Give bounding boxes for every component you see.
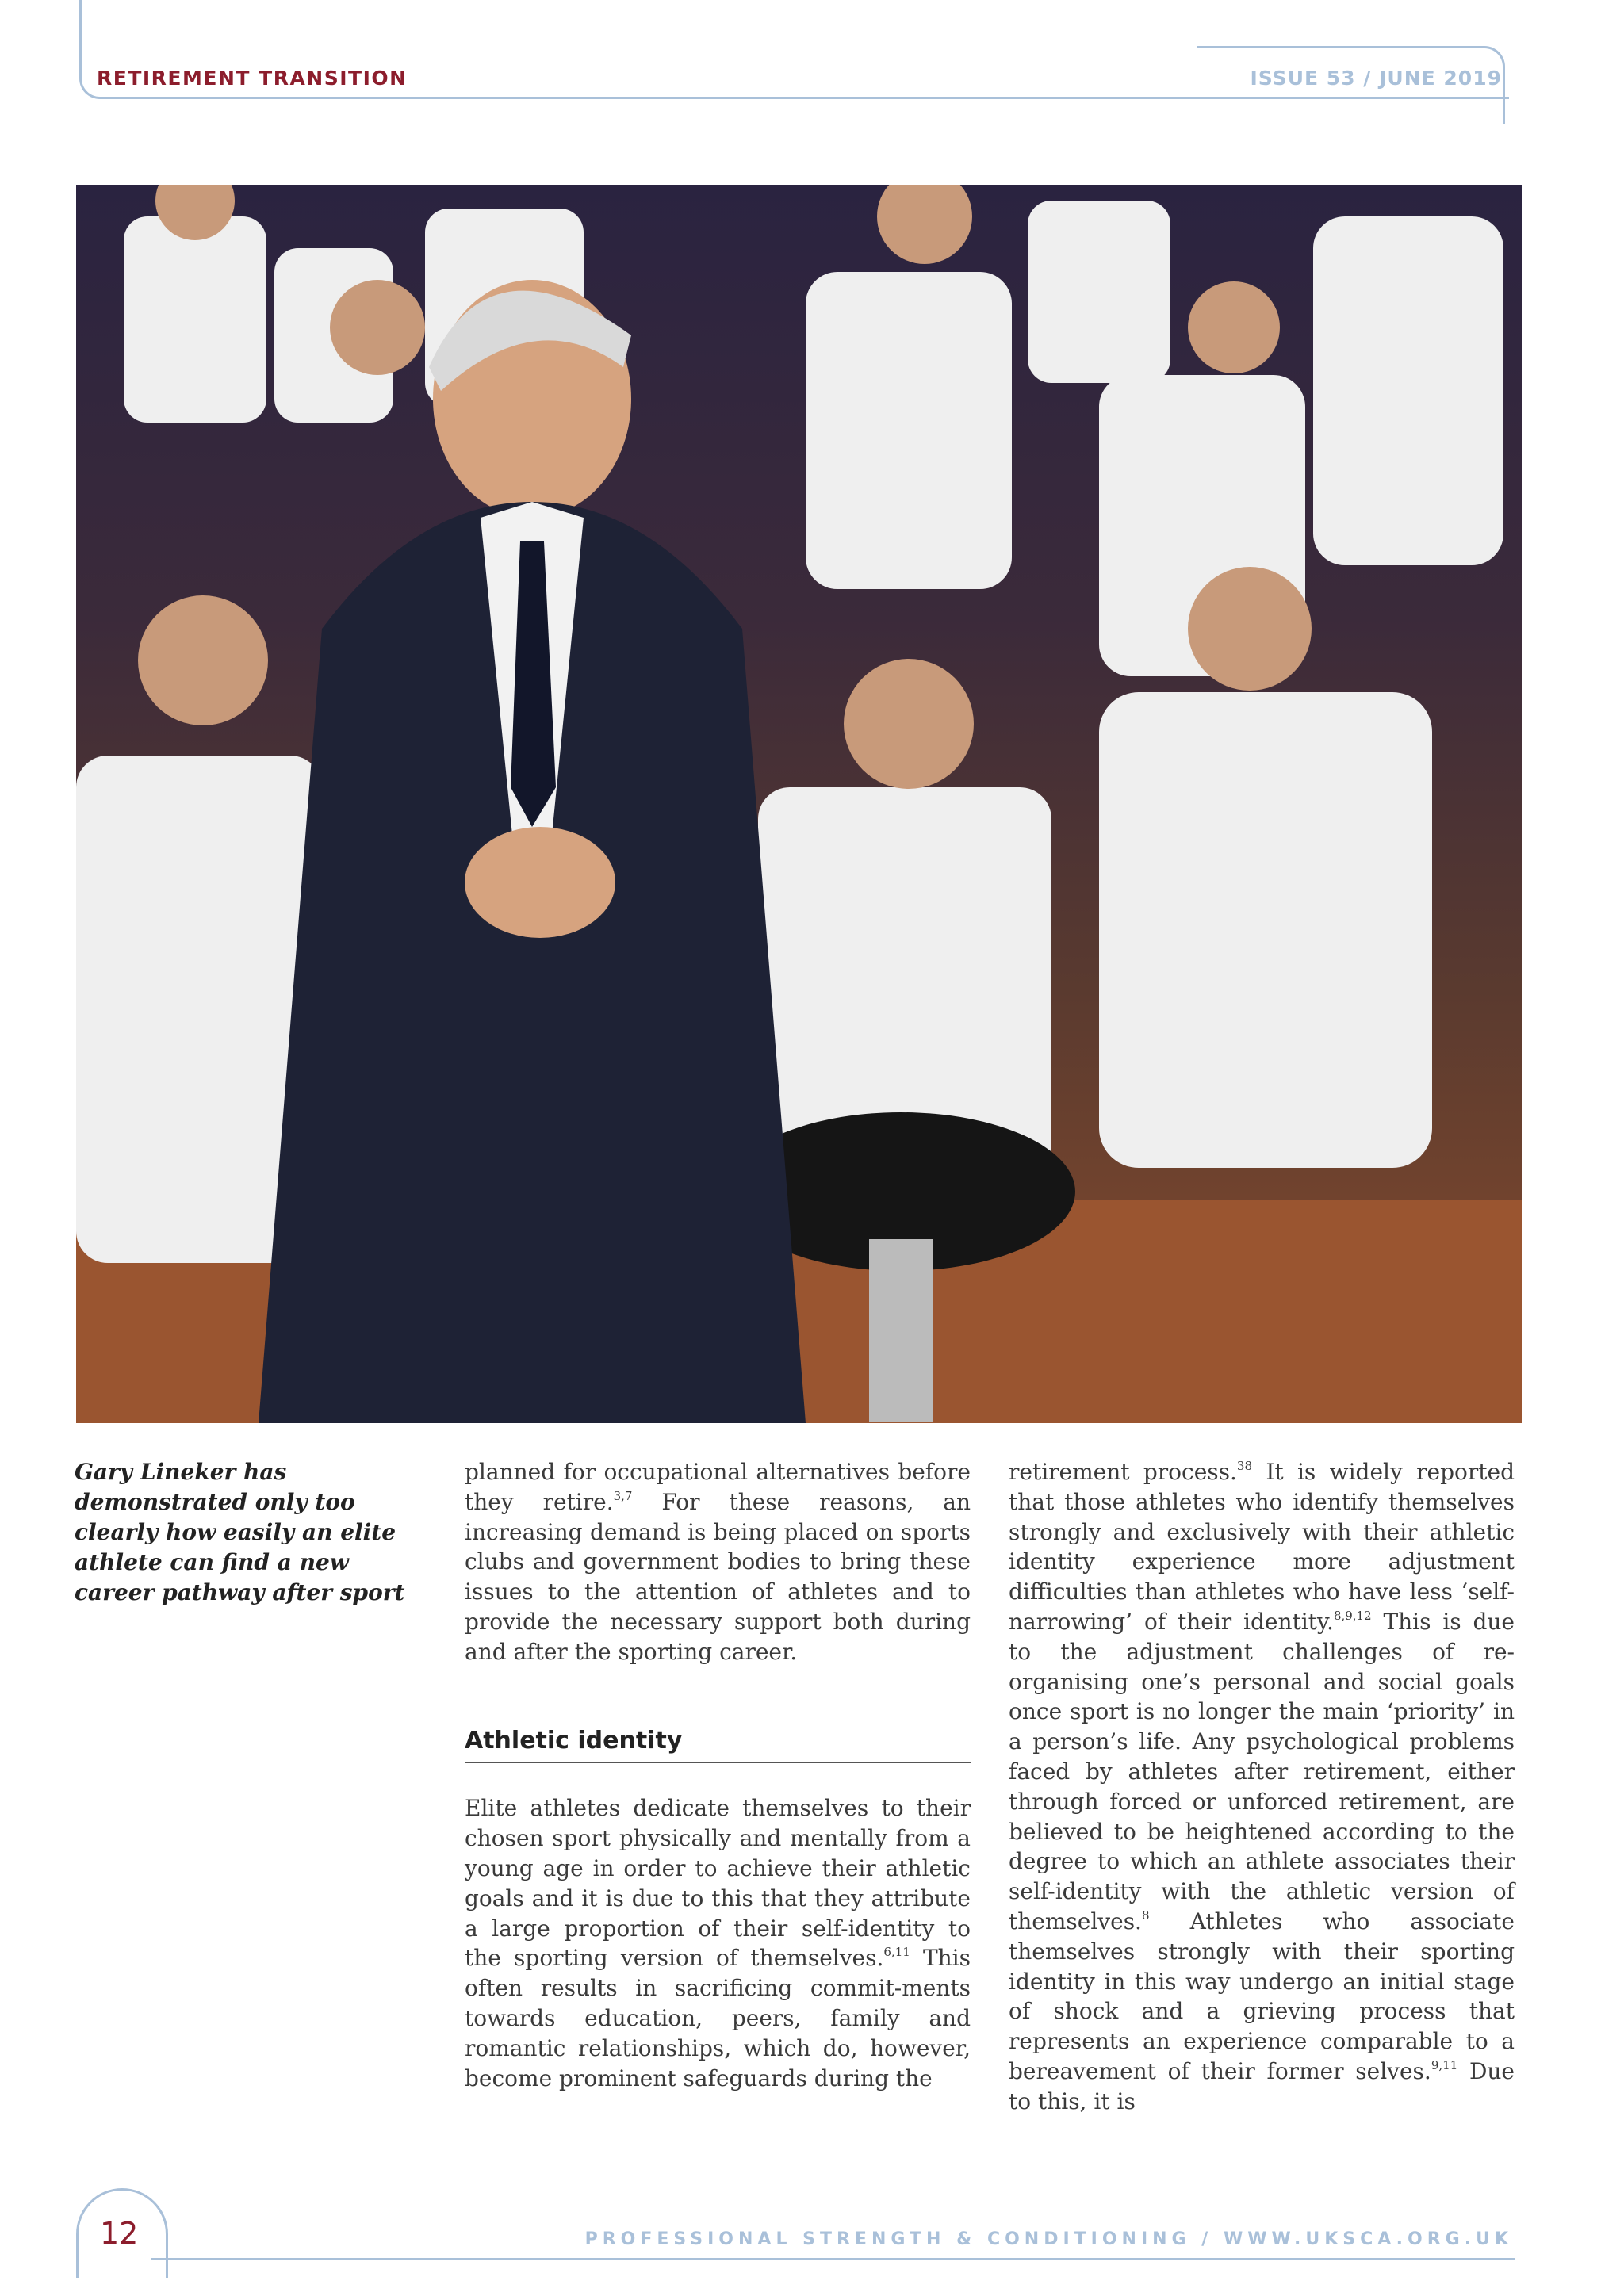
- footer-rule: [151, 2258, 1515, 2260]
- photo-illustration: [76, 185, 1522, 1423]
- footer-publication: PROFESSIONAL STRENGTH & CONDITIONING / WWW.UKSCA.ORG.UK: [584, 2229, 1513, 2249]
- issue-label: ISSUE 53 / JUNE 2019: [1250, 67, 1502, 90]
- body-column-2: [1009, 1457, 1515, 2117]
- subheading-athletic-identity: Athletic identity: [465, 1726, 971, 1764]
- paragraph: Elite athletes dedicate themselves to their chosen sport physically and mentally from a young age in order to achieve their athletic goals and it is due to this that they attribute a large proportion of their self-identity to the sporting version of themselves.$^{6,11}$ This often results in sacrificing commit-ments towards education, peers, family and romantic relationships, which do, however, become prominent safeguards during the: [465, 1795, 971, 2091]
- paragraph: planned for occupational alternatives before they retire.$^{3,7}$ For these reasons, an increasing demand is being placed on sports clubs and government bodies to bring these issues to the attention of athletes and to provide the necessary support both during and after the sporting career.: [465, 1459, 971, 1665]
- photo-caption: Gary Lineker has demonstrated only too clearly how easily an elite athlete can find a new career pathway after sport: [75, 1459, 405, 1605]
- article-photo: [76, 185, 1522, 1423]
- body-column-1: [465, 1457, 971, 2093]
- section-label: RETIREMENT TRANSITION: [97, 67, 408, 90]
- paragraph: retirement process.$^{38}$ It is widely reported that those athletes who identify themselves strongly and exclusively with their athletic identity experience more adjustment difficulties than athletes who have less ‘self-narrowing’ of their identity.$^{8,9,12}$ This is due to the adjustment challenges of re-organising one’s personal and social goals once sport is no longer the main ‘priority’ in a person’s life. Any psychological problems faced by athletes after retirement, either through forced or unforced retirement, are believed to be heightened according to the degree to which an athlete associates their self-identity with the athletic version of themselves.$^8$ Athletes who associate themselves strongly with their sporting identity in this way undergo an initial stage of shock and a grieving process that represents an experience comparable to a bereavement of their former selves.$^{9,11}$ Due to this, it is: [1009, 1459, 1515, 2114]
- page-number: 12: [100, 2216, 139, 2251]
